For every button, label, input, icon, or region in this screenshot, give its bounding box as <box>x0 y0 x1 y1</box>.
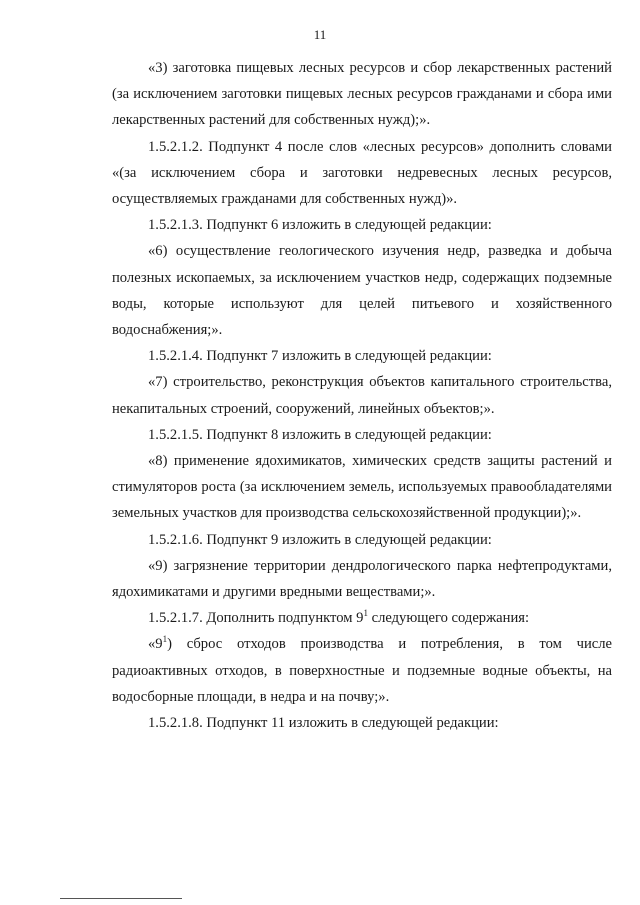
paragraph-10: «9) загрязнение территории дендрологического парка нефтепродуктами, ядохимикатами и другими вредными веществами;». <box>112 557 612 601</box>
document-body <box>112 55 612 736</box>
paragraph-12-before: «9 <box>148 636 163 653</box>
paragraph-3: 1.5.2.1.3. Подпункт 6 изложить в следующей редакции: <box>148 217 492 234</box>
paragraph-11-after: следующего содержания: <box>367 610 530 627</box>
paragraph-11 <box>112 605 612 631</box>
footnote-separator <box>60 898 182 899</box>
paragraph-2: 1.5.2.1.2. Подпункт 4 после слов «лесных ресурсов» дополнить словами «(за исключением сбора и заготовки недревесных лесных ресурсов, осуществляемых гражданами для собственных нужд)». <box>112 138 612 208</box>
paragraph-7: 1.5.2.1.5. Подпункт 8 изложить в следующей редакции: <box>148 426 492 443</box>
paragraph-8: «8) применение ядохимикатов, химических средств защиты растений и стимуляторов роста (за исключением земель, используемых правообладателями земельных участков для производства сельскохозяйственной продукции);». <box>112 453 612 522</box>
page-number: 11 <box>313 27 327 42</box>
paragraph-11-before: 1.5.2.1.7. Дополнить подпунктом 9 <box>148 610 364 627</box>
paragraph-6: «7) строительство, реконструкция объектов капитального строительства, некапитальных строений, сооружений, линейных объектов;». <box>112 374 612 417</box>
paragraph-12 <box>112 631 612 710</box>
paragraph-5: 1.5.2.1.4. Подпункт 7 изложить в следующей редакции: <box>148 348 492 365</box>
superscript-index: 1 <box>162 634 168 645</box>
paragraph-4: «6) осуществление геологического изучения недр, разведка и добыча полезных ископаемых, за исключением участков недр, содержащих подземные воды, которые используют для целей питьевого и хозяйственного водоснабжения;». <box>112 243 612 339</box>
paragraph-1: «3) заготовка пищевых лесных ресурсов и сбор лекарственных растений (за исключением заготовки пищевых лесных ресурсов гражданами и сбора ими лекарственных растений для собственных нужд);». <box>112 60 612 129</box>
paragraph-12-after: ) сброс отходов производства и потребления, в том числе радиоактивных отходов, в поверхностные и подземные водные объекты, на водосборные площади, в недра и на почву;». <box>112 636 612 705</box>
paragraph-13: 1.5.2.1.8. Подпункт 11 изложить в следующей редакции: <box>148 715 499 732</box>
superscript-index: 1 <box>363 608 368 619</box>
paragraph-9: 1.5.2.1.6. Подпункт 9 изложить в следующей редакции: <box>148 531 492 548</box>
